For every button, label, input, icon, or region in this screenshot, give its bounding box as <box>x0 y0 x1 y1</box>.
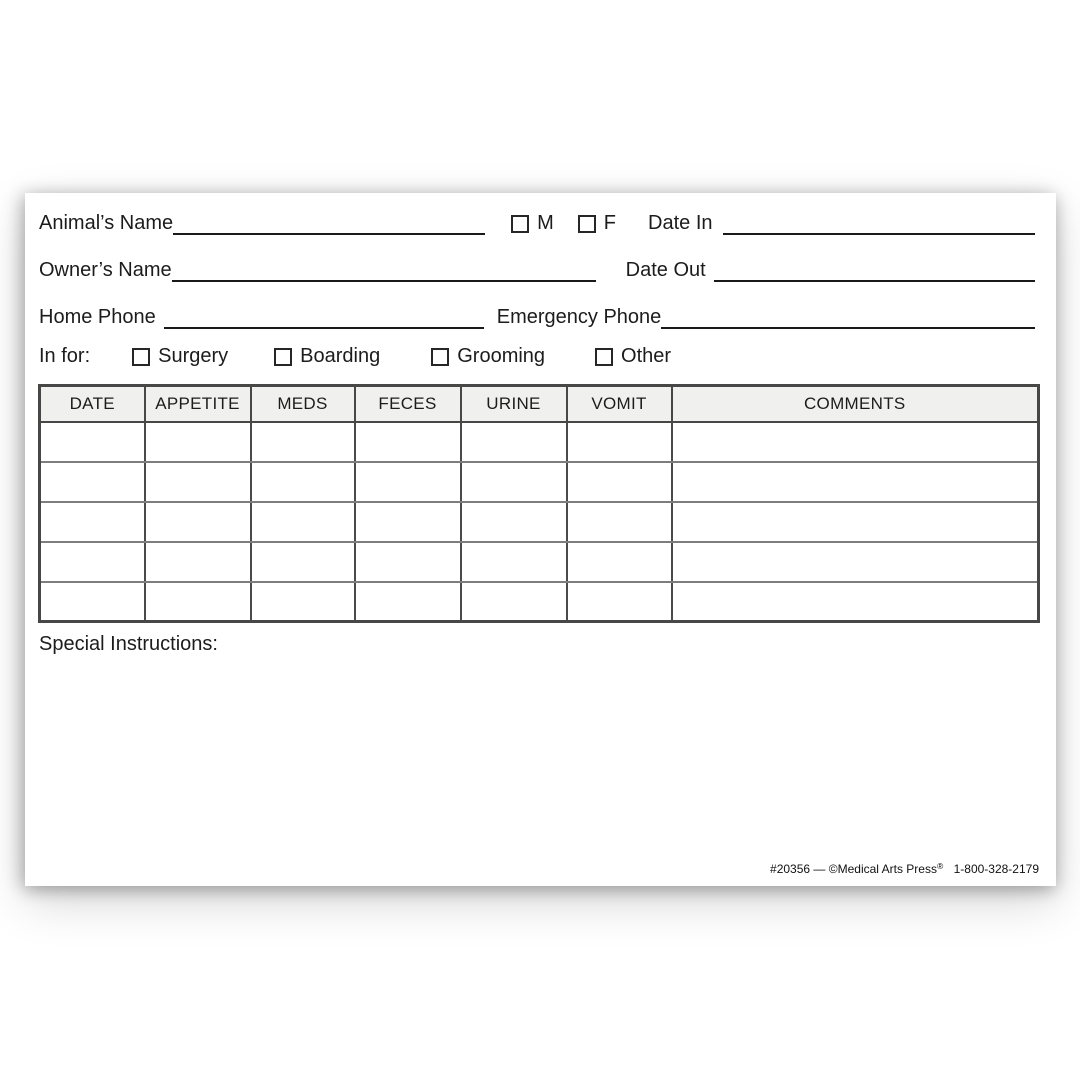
log-cell-date[interactable] <box>40 542 145 582</box>
log-cell-meds[interactable] <box>251 502 355 542</box>
other-checkbox[interactable] <box>595 348 613 366</box>
phones-row <box>39 303 1035 329</box>
col-header-date: DATE <box>40 386 145 422</box>
grooming-label: Grooming <box>457 345 546 367</box>
col-header-comments: COMMENTS <box>672 386 1039 422</box>
log-cell-date[interactable] <box>40 582 145 622</box>
female-label: F <box>603 212 617 234</box>
log-cell-feces[interactable] <box>355 582 461 622</box>
log-cell-appetite[interactable] <box>145 462 251 502</box>
footer-imprint <box>770 861 1039 876</box>
log-cell-feces[interactable] <box>355 502 461 542</box>
log-cell-urine[interactable] <box>461 582 567 622</box>
other-option <box>595 344 671 368</box>
animal-name-label: Animal’s Name <box>39 212 174 234</box>
log-cell-appetite[interactable] <box>145 502 251 542</box>
log-cell-date[interactable] <box>40 502 145 542</box>
log-cell-meds[interactable] <box>251 462 355 502</box>
log-cell-comments[interactable] <box>672 422 1039 462</box>
col-header-appetite: APPETITE <box>145 386 251 422</box>
home-phone-label: Home Phone <box>39 306 156 328</box>
col-header-feces: FECES <box>355 386 461 422</box>
log-cell-vomit[interactable] <box>567 502 672 542</box>
date-out-line[interactable] <box>714 280 1035 282</box>
owner-name-row <box>39 256 1035 282</box>
log-cell-comments[interactable] <box>672 462 1039 502</box>
boarding-record-card <box>25 193 1056 886</box>
log-table-row <box>40 542 1039 582</box>
log-cell-date[interactable] <box>40 422 145 462</box>
log-cell-comments[interactable] <box>672 542 1039 582</box>
male-label: M <box>537 212 554 234</box>
date-out-label: Date Out <box>625 259 706 281</box>
log-cell-urine[interactable] <box>461 462 567 502</box>
publisher-phone: 1-800-328-2179 <box>953 862 1039 876</box>
boarding-checkbox[interactable] <box>274 348 292 366</box>
surgery-option <box>132 344 228 368</box>
animal-name-row <box>39 209 1035 235</box>
registered-mark: ® <box>936 861 944 871</box>
log-cell-vomit[interactable] <box>567 422 672 462</box>
female-checkbox[interactable] <box>578 215 596 233</box>
log-cell-urine[interactable] <box>461 542 567 582</box>
log-table-row <box>40 582 1039 622</box>
in-for-row <box>39 342 1035 368</box>
special-instructions-row <box>39 633 1056 656</box>
grooming-option <box>431 344 545 368</box>
log-cell-meds[interactable] <box>251 542 355 582</box>
log-cell-comments[interactable] <box>672 582 1039 622</box>
surgery-label: Surgery <box>158 345 229 367</box>
log-table-row <box>40 502 1039 542</box>
surgery-checkbox[interactable] <box>132 348 150 366</box>
owner-name-line[interactable] <box>172 280 596 282</box>
log-cell-urine[interactable] <box>461 422 567 462</box>
emergency-phone-line[interactable] <box>661 327 1035 329</box>
log-cell-vomit[interactable] <box>567 582 672 622</box>
date-in-line[interactable] <box>723 233 1036 235</box>
log-cell-feces[interactable] <box>355 542 461 582</box>
log-table-header <box>40 386 1039 422</box>
emergency-phone-label: Emergency Phone <box>496 306 662 328</box>
publisher-name: ©Medical Arts Press <box>828 862 937 876</box>
log-cell-comments[interactable] <box>672 502 1039 542</box>
log-cell-appetite[interactable] <box>145 542 251 582</box>
animal-name-line[interactable] <box>173 233 485 235</box>
log-cell-feces[interactable] <box>355 422 461 462</box>
log-cell-meds[interactable] <box>251 582 355 622</box>
log-cell-date[interactable] <box>40 462 145 502</box>
col-header-meds: MEDS <box>251 386 355 422</box>
log-table-body <box>40 422 1039 622</box>
form-number: #20356 <box>770 862 811 876</box>
boarding-option <box>274 344 380 368</box>
log-cell-vomit[interactable] <box>567 542 672 582</box>
col-header-urine: URINE <box>461 386 567 422</box>
log-cell-appetite[interactable] <box>145 422 251 462</box>
log-cell-urine[interactable] <box>461 502 567 542</box>
grooming-checkbox[interactable] <box>431 348 449 366</box>
footer-dash: — <box>813 862 826 876</box>
owner-name-label: Owner’s Name <box>39 259 172 281</box>
other-label: Other <box>621 345 672 367</box>
log-table-row <box>40 462 1039 502</box>
log-cell-appetite[interactable] <box>145 582 251 622</box>
female-option <box>578 211 616 235</box>
log-table-row <box>40 422 1039 462</box>
col-header-vomit: VOMIT <box>567 386 672 422</box>
in-for-label: In for: <box>39 345 91 367</box>
special-instructions-label: Special Instructions: <box>39 633 218 655</box>
male-checkbox[interactable] <box>511 215 529 233</box>
log-cell-meds[interactable] <box>251 422 355 462</box>
log-cell-vomit[interactable] <box>567 462 672 502</box>
male-option <box>511 211 554 235</box>
date-in-label: Date In <box>648 212 713 234</box>
boarding-label: Boarding <box>300 345 381 367</box>
log-cell-feces[interactable] <box>355 462 461 502</box>
daily-log-table <box>38 384 1040 623</box>
home-phone-line[interactable] <box>164 327 484 329</box>
